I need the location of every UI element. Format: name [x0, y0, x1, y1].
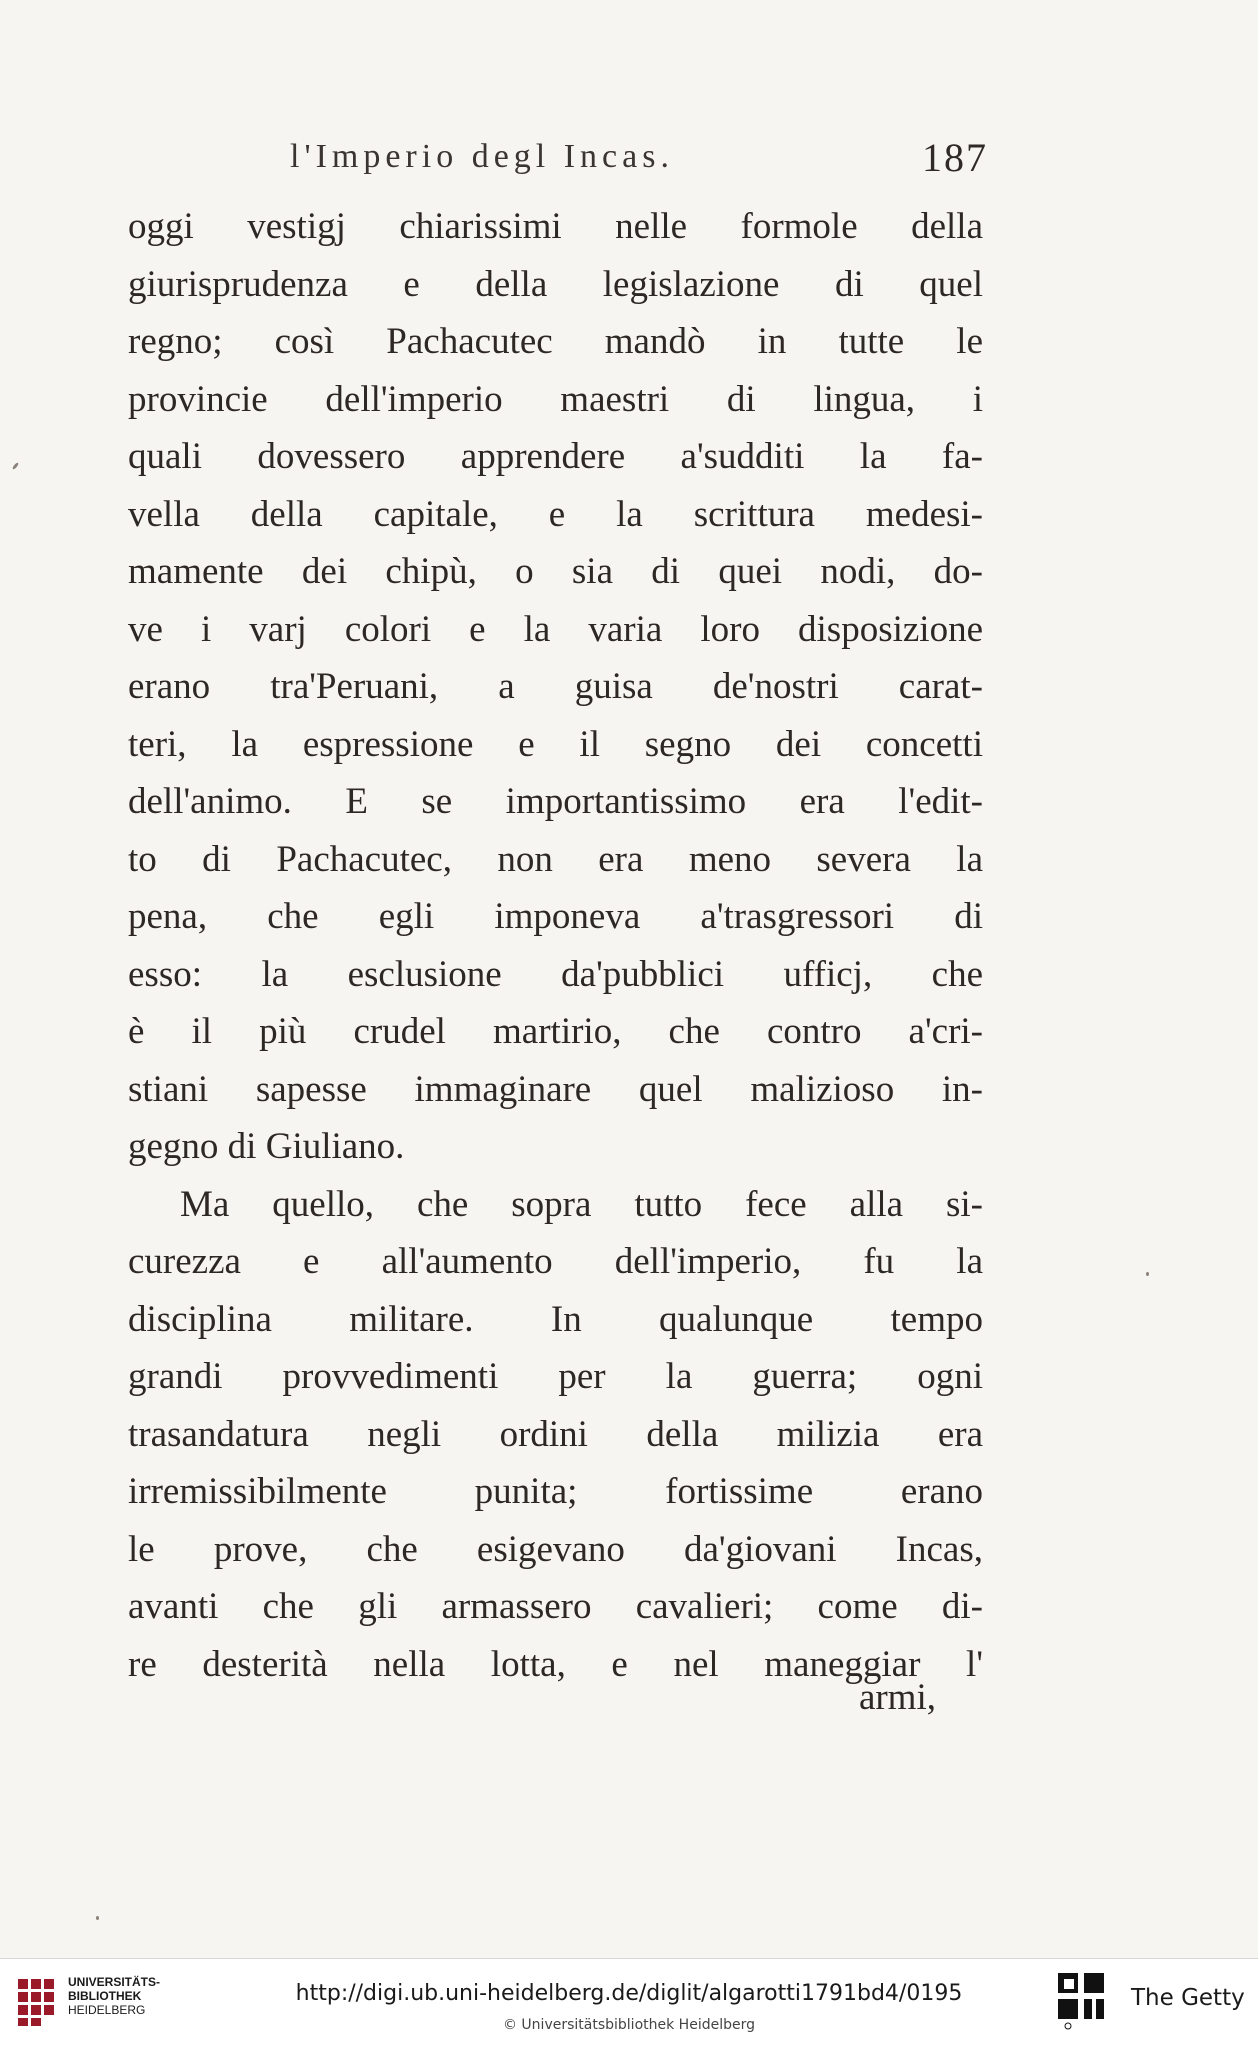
text-line: pena, che egli imponeva a'trasgressori di: [128, 896, 983, 937]
text-line: erano tra'Peruani, a guisa de'nostri carat-: [128, 666, 983, 707]
text-line: ve i varj colori e la varia loro disposizione: [128, 608, 983, 650]
text-line: avanti che gli armassero cavalieri; come di-: [128, 1586, 983, 1627]
digitization-footer: [0, 1958, 1258, 2048]
paper-speck: [96, 1916, 99, 1920]
text-line: grandi provvedimenti per la guerra; ogni: [128, 1356, 983, 1397]
text-line: provincie dell'imperio maestri di lingua, i: [128, 378, 983, 420]
text-line: dell'animo. E se importantissimo era l'edit-: [128, 781, 983, 822]
text-line: curezza e all'aumento dell'imperio, fu la: [128, 1241, 983, 1282]
text-line: trasandatura negli ordini della milizia era: [128, 1413, 983, 1455]
text-line: quali dovessero apprendere a'sudditi la fa-: [128, 436, 983, 477]
body-text: [128, 198, 983, 1693]
text-line: è il più crudel martirio, che contro a'cri-: [128, 1011, 983, 1052]
paper-speck: [12, 462, 19, 470]
paragraph-first-line: Ma quello, che sopra tutto fece alla si-: [180, 1183, 983, 1225]
page-number: 187: [922, 135, 988, 180]
partner-name: The Getty: [1131, 1985, 1245, 2011]
text-line: oggi vestigj chiarissimi nelle formole della: [128, 206, 983, 247]
permalink-url[interactable]: http://digi.ub.uni-heidelberg.de/diglit/algarotti1791bd4/0195: [295, 1981, 963, 2006]
page-header: [268, 135, 988, 188]
paper-speck: [1146, 1272, 1149, 1276]
text-line: to di Pachacutec, non era meno severa la: [128, 838, 983, 880]
copyright-notice: © Universitätsbibliothek Heidelberg: [502, 2017, 755, 2033]
text-line: gegno di Giuliano.: [128, 1126, 405, 1167]
catchword: armi,: [858, 1677, 936, 1718]
text-line: giurisprudenza e della legislazione di quel: [128, 263, 983, 305]
running-title: l'Imperio degl Incas.: [290, 138, 674, 175]
text-line: re desterità nella lotta, e nel maneggiar l': [128, 1643, 983, 1685]
text-line: esso: la esclusione da'pubblici ufficj, che: [128, 953, 983, 995]
text-line: vella della capitale, e la scrittura medesi-: [128, 493, 983, 535]
library-name: UNIVERSITÄTS- BIBLIOTHEK HEIDELBERG: [68, 1975, 161, 2017]
text-line: irremissibilmente punita; fortissime erano: [128, 1471, 983, 1512]
text-line: stiani sapesse immaginare quel malizioso in-: [128, 1068, 983, 1110]
text-line: le prove, che esigevano da'giovani Incas,: [128, 1528, 983, 1570]
text-line: regno; così Pachacutec mandò in tutte le: [128, 321, 983, 362]
text-line: mamente dei chipù, o sia di quei nodi, do-: [128, 551, 983, 592]
text-line: teri, la espressione e il segno dei concetti: [128, 723, 983, 765]
text-line: disciplina militare. In qualunque tempo: [128, 1298, 983, 1340]
getty-logo-icon: [1056, 1971, 1108, 2031]
